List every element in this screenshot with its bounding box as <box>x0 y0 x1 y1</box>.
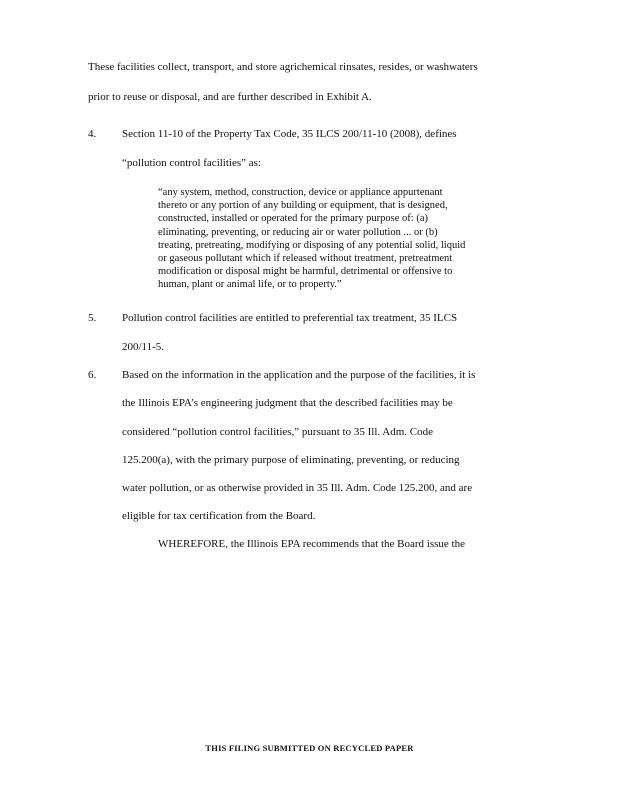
paragraph-6-line: considered “pollution control facilities,” pursuant to 35 Ill. Adm. Code <box>122 426 433 438</box>
paragraph-6-line: eligible for tax certification from the Board. <box>122 510 316 522</box>
paragraph-6-number: 6. <box>88 369 97 381</box>
closing-line: WHEREFORE, the Illinois EPA recommends that the Board issue the <box>158 538 465 550</box>
quote-line: constructed, installed or operated for the primary purpose of: (a) <box>158 213 428 225</box>
paragraph-5-number: 5. <box>88 312 97 324</box>
quote-line: eliminating, preventing, or reducing air or water pollution ... or (b) <box>158 226 438 238</box>
quote-line: “any system, method, construction, device or appliance appurtenant <box>158 187 443 198</box>
quote-line: treating, pretreating, modifying or disposing of any potential solid, liquid <box>158 239 466 251</box>
paragraph-6-line: water pollution, or as otherwise provided in 35 Ill. Adm. Code 125.200, and are <box>122 482 473 494</box>
paragraph-5-line-1: Pollution control facilities are entitled to preferential tax treatment, 35 ILCS <box>122 312 458 324</box>
intro-line-2: prior to reuse or disposal, and are further described in Exhibit A. <box>88 91 372 103</box>
statutory-quote <box>158 186 528 292</box>
quote-line: modification or disposal might be harmful, detrimental or offensive to <box>158 266 453 278</box>
paragraph-6-line: Based on the information in the application and the purpose of the facilities, it is <box>122 369 476 381</box>
paragraph-4-line-2: “pollution control facilities” as: <box>122 157 261 169</box>
paragraph-6-line: the Illinois EPA’s engineering judgment that the described facilities may be <box>122 397 453 409</box>
paragraph-5-line-2: 200/11-5. <box>122 341 165 353</box>
paragraph-4-line-1: Section 11-10 of the Property Tax Code, 35 ILCS 200/11-10 (2008), defines <box>122 128 457 140</box>
paragraph-4-number: 4. <box>88 128 97 140</box>
paragraph-6-line: 125.200(a), with the primary purpose of eliminating, preventing, or reducing <box>122 454 460 466</box>
recycled-paper-footer: THIS FILING SUBMITTED ON RECYCLED PAPER <box>205 743 414 753</box>
intro-line-1: These facilities collect, transport, and store agrichemical rinsates, resides, or washwaters <box>88 61 478 73</box>
quote-line: or gaseous pollutant which if released without treatment, pretreatment <box>158 253 453 265</box>
quote-line: human, plant or animal life, or to property.” <box>158 279 342 291</box>
quote-line: thereto or any portion of any building or equipment, that is designed, <box>158 200 448 212</box>
